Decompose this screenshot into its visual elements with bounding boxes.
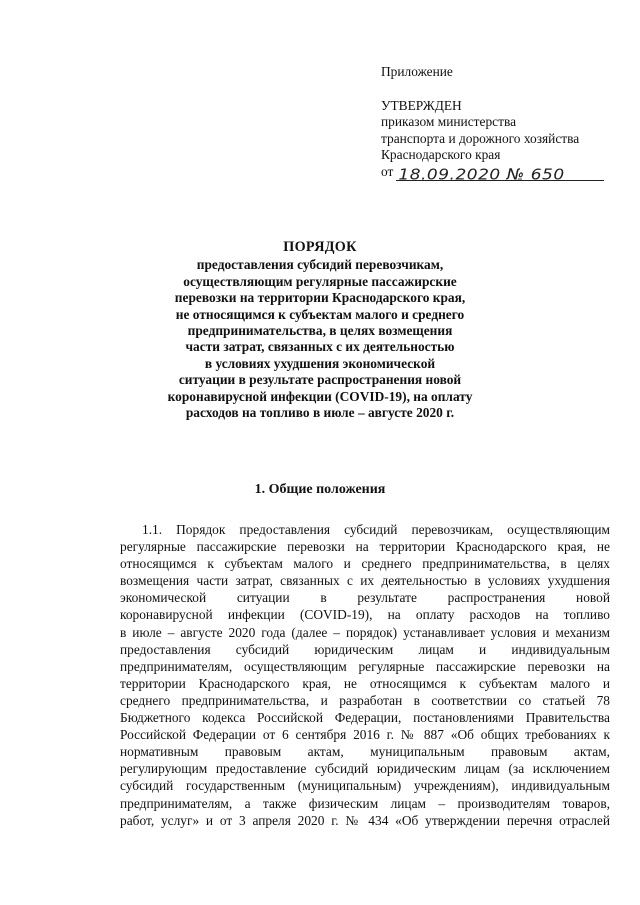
paragraph-line: работ, услуг» и от 3 апреля 2020 г. № 434 «Об утверждении перечня отраслей [120, 812, 610, 828]
section-heading: 1. Общие положения [254, 482, 386, 497]
handwritten-date-number: 18.09.2020 № 650 [398, 166, 565, 185]
title-line: осуществляющим регулярные пассажирские [183, 273, 457, 289]
appendix-label: Приложение [381, 64, 453, 79]
title-line: части затрат, связанных с их деятельностью [185, 339, 455, 355]
paragraph-line: экономической ситуации в результате распространения новой [120, 590, 610, 606]
paragraph-line: коронавирусной инфекции (COVID-19), на оплату расходов на топливо [120, 607, 610, 623]
title-line: ситуации в результате распространения новой [178, 372, 462, 388]
handwritten-field [396, 164, 604, 185]
paragraph-line: нормативным правовым актам, муниципальным правовым актам, [120, 744, 610, 760]
title-line: коронавирусной инфекции (COVID-19), на оплату [167, 388, 473, 404]
section-body [120, 521, 610, 829]
paragraph-line: регулярные пассажирские перевозки на территории Краснодарского края, не [120, 539, 610, 555]
paragraph-line: 1.1. Порядок предоставления субсидий перевозчикам, осуществляющим [142, 522, 610, 537]
title-line: не относящимся к субъектам малого и среднего [175, 306, 465, 322]
paragraph-line: предоставления субсидий юридическим лицам и индивидуальным [120, 641, 610, 657]
paragraph-line: среднего предпринимательства, и разработан в соответствии со статьей 78 [120, 692, 610, 708]
paragraph-line: субсидий государственным (муниципальным) учреждениям), индивидуальным [120, 778, 610, 794]
paragraph-line: относящимся к субъектам малого и среднего предпринимательства, в целях [120, 556, 610, 572]
paragraph-line: регулирующим предоставление субсидий юридическим лицам (за исключением [120, 761, 610, 777]
approval-block [381, 64, 621, 185]
title-line: перевозки на территории Краснодарского края, [174, 290, 466, 306]
title-main: ПОРЯДОК [283, 239, 357, 255]
date-number-line [381, 164, 621, 185]
title-line: предпринимательства, в целях возмещения [187, 323, 453, 339]
title-line: расходов на топливо в июле – августе 2020 г. [185, 405, 455, 421]
from-label: от [381, 164, 394, 179]
paragraph-line: предпринимателям, осуществляющим регулярные пассажирские перевозки на [120, 658, 610, 674]
document-title [120, 239, 520, 421]
paragraph-line: предпринимателям, а также физическим лицам – производителям товаров, [120, 795, 610, 811]
paragraph-line: возмещения части затрат, связанных с их деятельностью в условиях ухудшения [120, 573, 610, 589]
order-line-3: Краснодарского края [381, 147, 501, 162]
approved-label: УТВЕРЖДЕН [381, 97, 462, 113]
title-line: в условиях ухудшения экономической [204, 355, 436, 371]
paragraph-line: в июле – августе 2020 года (далее – порядок) устанавливает условия и механизм [120, 624, 610, 640]
title-line: предоставления субсидий перевозчикам, [196, 257, 444, 273]
order-line-2: транспорта и дорожного хозяйства [381, 130, 580, 146]
paragraph-line: Российской Федерации от 6 сентября 2016 г. № 887 «Об общих требованиях к [120, 727, 610, 743]
paragraph-line: территории Краснодарского края, не относящимся к субъектам малого и [120, 675, 610, 691]
order-line-1: приказом министерства [381, 114, 517, 129]
paragraph-line: Бюджетного кодекса Российской Федерации, постановлениями Правительства [120, 710, 610, 726]
